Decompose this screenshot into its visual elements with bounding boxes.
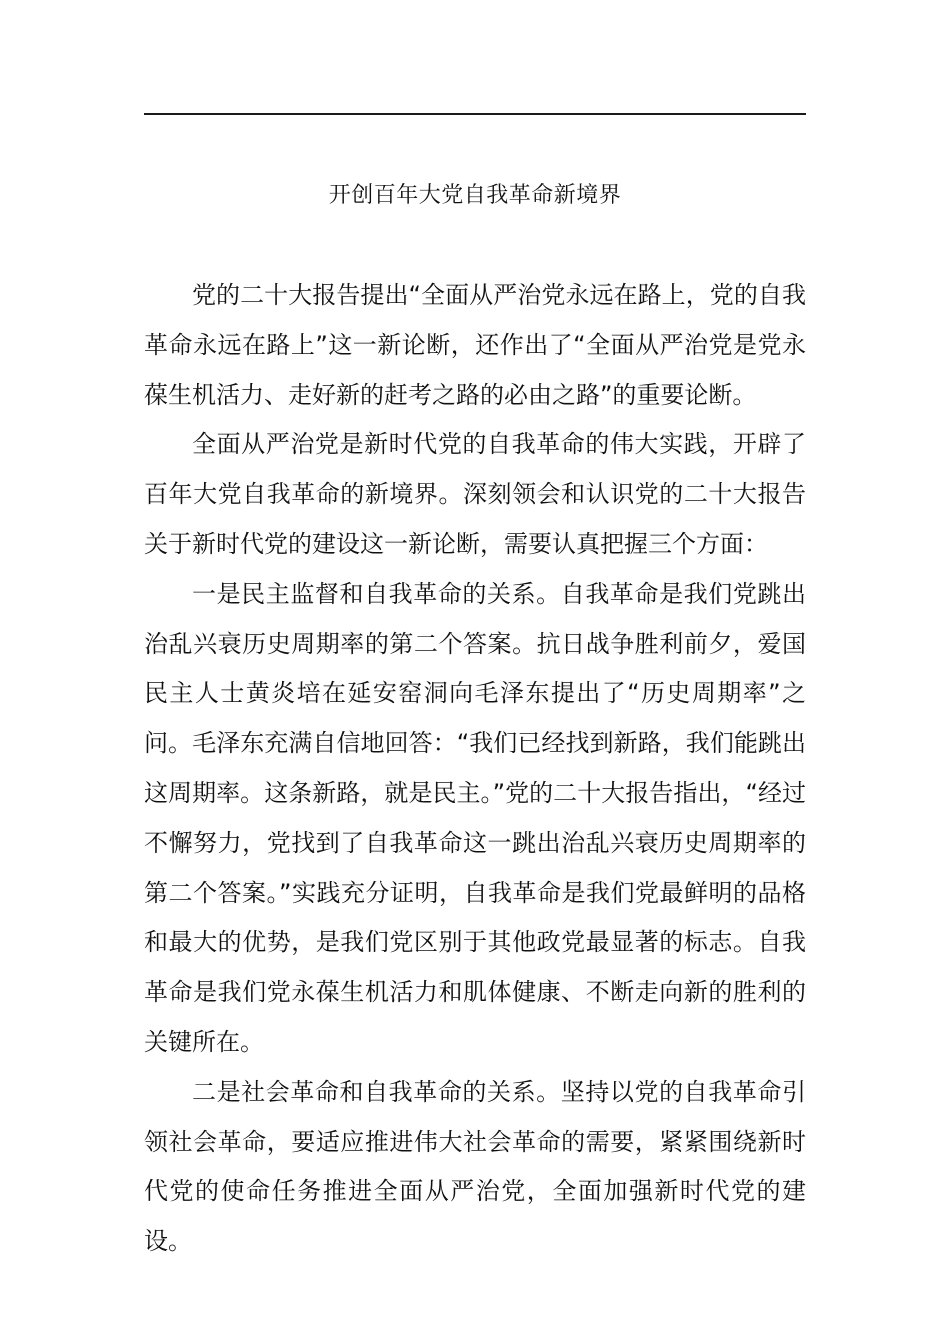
document-body: [144, 271, 806, 1267]
paragraph-3: 一是民主监督和自我革命的关系。自我革命是我们党跳出治乱兴衰历史周期率的第二个答案。抗日战争胜利前夕，爱国民主人士黄炎培在延安窑洞向毛泽东提出了“历史周期率”之问。毛泽东充满自信地回答：“我们已经找到新路，我们能跳出这周期率。这条新路，就是民主。”党的二十大报告指出，“经过不懈努力，党找到了自我革命这一跳出治乱兴衰历史周期率的第二个答案。”实践充分证明，自我革命是我们党最鲜明的品格和最大的优势，是我们党区别于其他政党最显著的标志。自我革命是我们党永葆生机活力和肌体健康、不断走向新的胜利的关键所在。: [144, 579, 806, 1056]
document-title: 开创百年大党自我革命新境界: [328, 183, 622, 208]
header-rule: [144, 113, 806, 115]
paragraph-4: 二是社会革命和自我革命的关系。坚持以党的自我革命引领社会革命，要适应推进伟大社会革命的需要，紧紧围绕新时代党的使命任务推进全面从严治党，全面加强新时代党的建设。: [144, 1077, 806, 1256]
paragraph-1: 党的二十大报告提出“全面从严治党永远在路上，党的自我革命永远在路上”这一新论断，还作出了“全面从严治党是党永葆生机活力、走好新的赶考之路的必由之路”的重要论断。: [144, 281, 806, 409]
paragraph-2: 全面从严治党是新时代党的自我革命的伟大实践，开辟了百年大党自我革命的新境界。深刻领会和认识党的二十大报告关于新时代党的建设这一新论断，需要认真把握三个方面：: [144, 430, 806, 558]
